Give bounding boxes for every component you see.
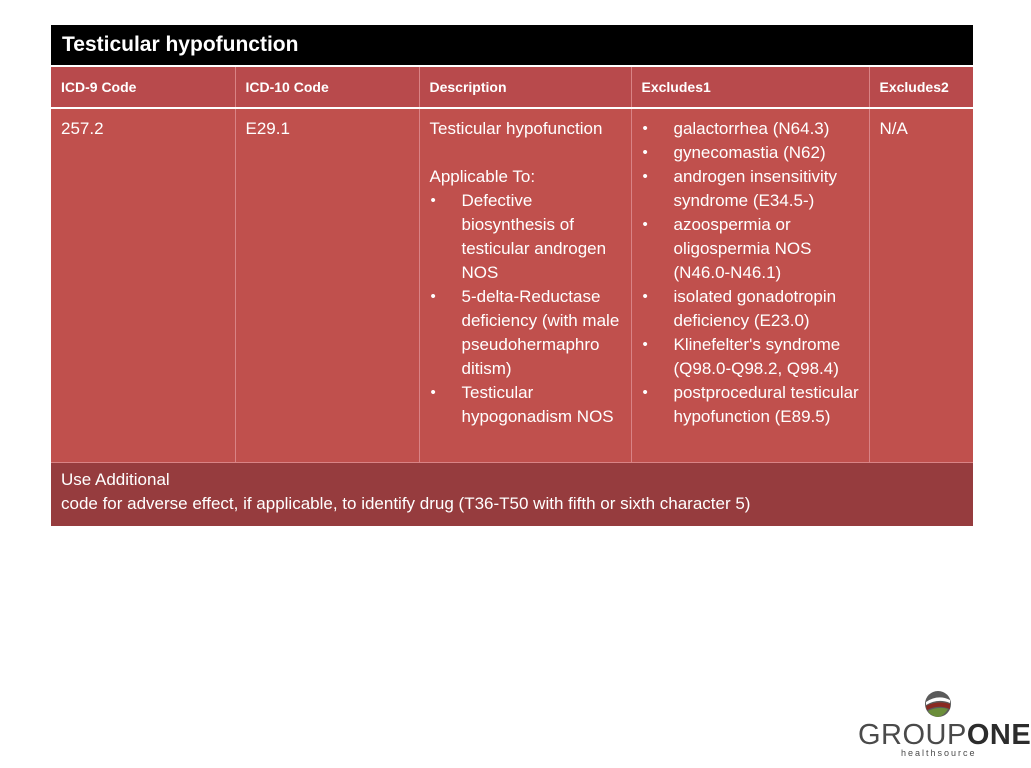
description-cell: [419, 108, 631, 463]
excludes1-list: [642, 117, 869, 429]
icd10-code: E29.1: [235, 108, 419, 463]
table-row: [51, 108, 973, 463]
groupone-logo: [856, 690, 1031, 760]
logo-subtitle: healthsource: [901, 748, 977, 758]
table-title: Testicular hypofunction: [51, 25, 973, 66]
header-icd9: ICD-9 Code: [51, 66, 235, 108]
applicable-to-list: [430, 189, 631, 429]
header-excludes2: Excludes2: [869, 66, 973, 108]
description-title: Testicular hypofunction: [429, 119, 603, 138]
note-line-2: code for adverse effect, if applicable, to identify drug (T36-T50 with fifth or sixth character 5): [61, 494, 751, 513]
list-item: • isolated gonadotropin deficiency (E23.0): [642, 285, 869, 333]
header-description: Description: [419, 66, 631, 108]
list-item: • Defective biosynthesis of testicular androgen NOS: [430, 189, 631, 285]
logo-wordmark: GROUPONE: [858, 719, 1031, 751]
header-row: [51, 66, 973, 108]
list-item: • gynecomastia (N62): [642, 141, 869, 165]
list-item: • postprocedural testicular hypofunction (E89.5): [642, 381, 869, 429]
logo-globe-icon: [924, 690, 952, 718]
list-item: • azoospermia or oligospermia NOS (N46.0-N46.1): [642, 213, 869, 285]
excludes1-cell: [631, 108, 869, 463]
applicable-to-label: Applicable To:: [429, 167, 536, 186]
list-item: • androgen insensitivity syndrome (E34.5-): [642, 165, 869, 213]
header-excludes1: Excludes1: [631, 66, 869, 108]
list-item: • 5-delta-Reductase deficiency (with male pseudohermaphro ditism): [430, 285, 631, 381]
header-icd10: ICD-10 Code: [235, 66, 419, 108]
list-item: • Testicular hypogonadism NOS: [430, 381, 631, 429]
excludes2-value: N/A: [869, 108, 973, 463]
list-item: • Klinefelter's syndrome (Q98.0-Q98.2, Q98.4): [642, 333, 869, 381]
icd-code-table: [51, 25, 973, 526]
icd9-code: 257.2: [51, 108, 235, 463]
list-item: • galactorrhea (N64.3): [642, 117, 869, 141]
note-line-1: Use Additional: [61, 470, 170, 489]
use-additional-note: [51, 463, 973, 527]
